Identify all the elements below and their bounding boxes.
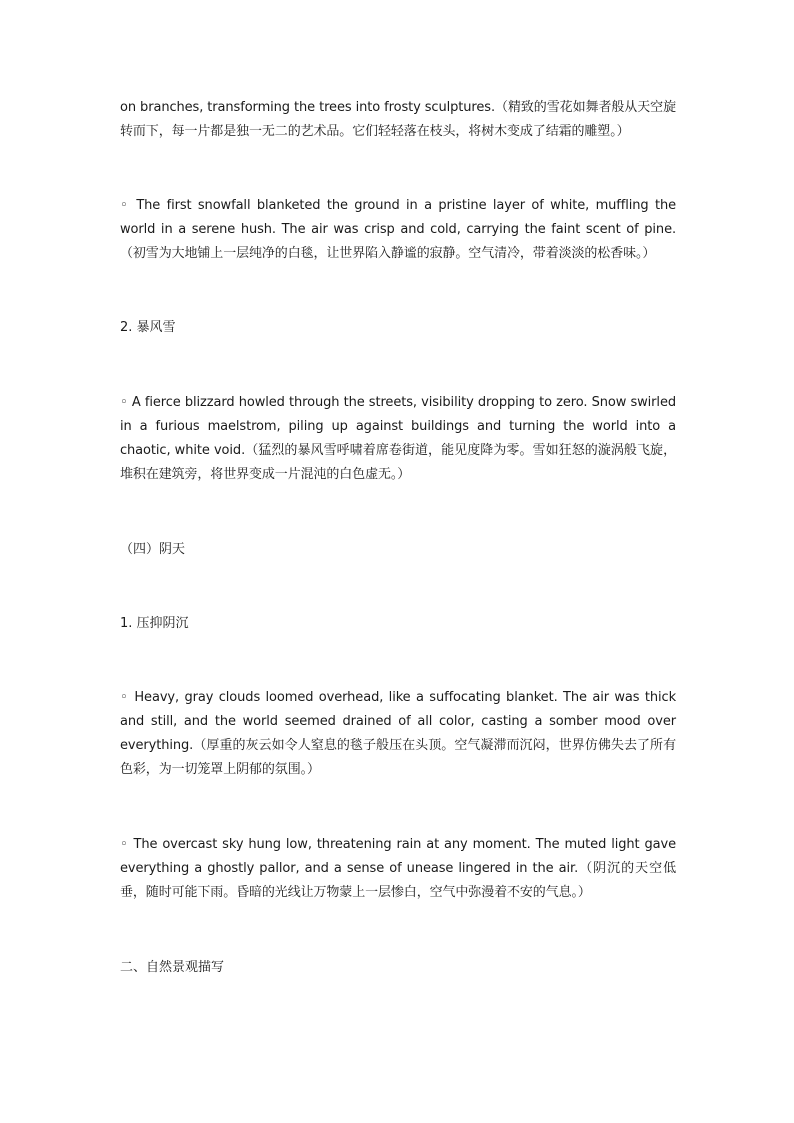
heading-gloomy: 1. 压抑阴沉 [120, 616, 189, 631]
paragraph-overcast-sky: ◦ The overcast sky hung low, threatening rain at any moment. The muted light gave everything a ghostly pallor, and a sense of unease lingered in the air.（阴沉的天空低垂，随时可能下雨。昏暗的光线让万物蒙上一层惨白，空气中弥漫着不安的气息。） [120, 837, 676, 900]
heading-natural-landscape: 二、自然景观描写 [120, 960, 225, 975]
paragraph-heavy-clouds: ◦ Heavy, gray clouds loomed overhead, like a suffocating blanket. The air was thick and still, and the world seemed drained of all color, casting a somber mood over everything.（厚重的灰云如令人窒息的毯子般压在头顶。空气凝滞而沉闷，世界仿佛失去了所有色彩，为一切笼罩上阴郁的氛围。） [120, 690, 676, 777]
paragraph-blizzard: ◦ A fierce blizzard howled through the streets, visibility dropping to zero. Snow swirled in a furious maelstrom, piling up against buildings and turning the world into a chaotic, white void.（猛烈的暴风雪呼啸着席卷街道，能见度降为零。雪如狂怒的漩涡般飞旋，堆积在建筑旁，将世界变成一片混沌的白色虚无。） [120, 395, 676, 482]
paragraph-first-snowfall: ◦ The first snowfall blanketed the ground in a pristine layer of white, muffling the world in a serene hush. The air was crisp and cold, carrying the faint scent of pine.（初雪为大地铺上一层纯净的白毯，让世界陷入静谧的寂静。空气清冷，带着淡淡的松香味。） [120, 198, 676, 261]
heading-blizzard: 2. 暴风雪 [120, 320, 176, 335]
heading-overcast-section: （四）阴天 [120, 542, 186, 557]
paragraph-snowflakes-continued: on branches, transforming the trees into frosty sculptures.（精致的雪花如舞者般从天空旋转而下，每一片都是独一无二的艺术品。它们轻轻落在枝头，将树木变成了结霜的雕塑。） [120, 100, 676, 139]
